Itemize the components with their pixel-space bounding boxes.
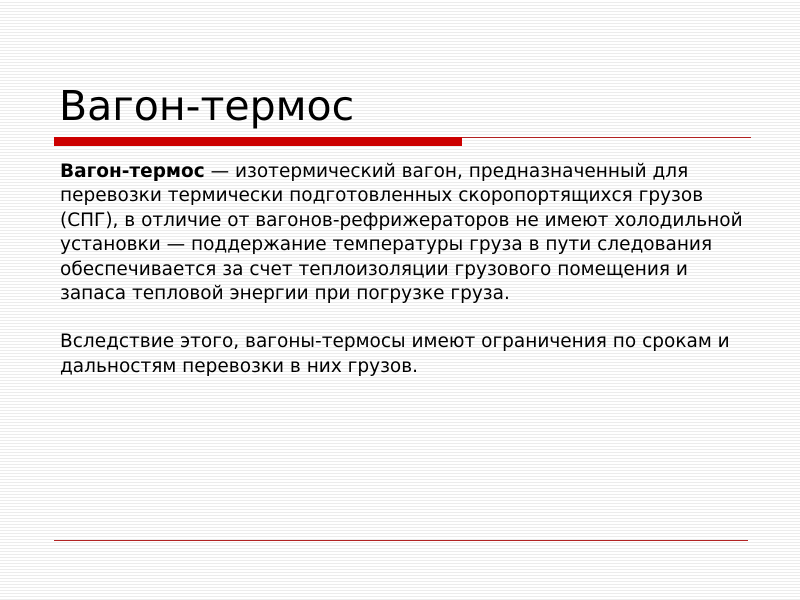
slide-title: Вагон-термос (59, 82, 355, 130)
slide-body (60, 160, 750, 379)
paragraph-consequence: Вследствие этого, вагоны-термосы имеют ограничения по срокам и дальностям перевозки в них грузов. (60, 331, 730, 377)
title-underline-thick (54, 137, 462, 146)
footer-rule (54, 540, 748, 541)
definition-text: — изотермический вагон, предназначенный для перевозки термически подготовленных скоропортящихся грузов (СПГ), в отличие от вагонов-рефрижераторов не имеют холодильной установки — поддержание температуры груза в пути следования обеспечивается за счет теплоизоляции грузового помещения и запаса тепловой энергии при погрузке груза. (60, 161, 743, 305)
defined-term: Вагон-термос (60, 161, 205, 182)
title-underline-thin (462, 137, 751, 138)
paragraph-definition (60, 160, 750, 306)
